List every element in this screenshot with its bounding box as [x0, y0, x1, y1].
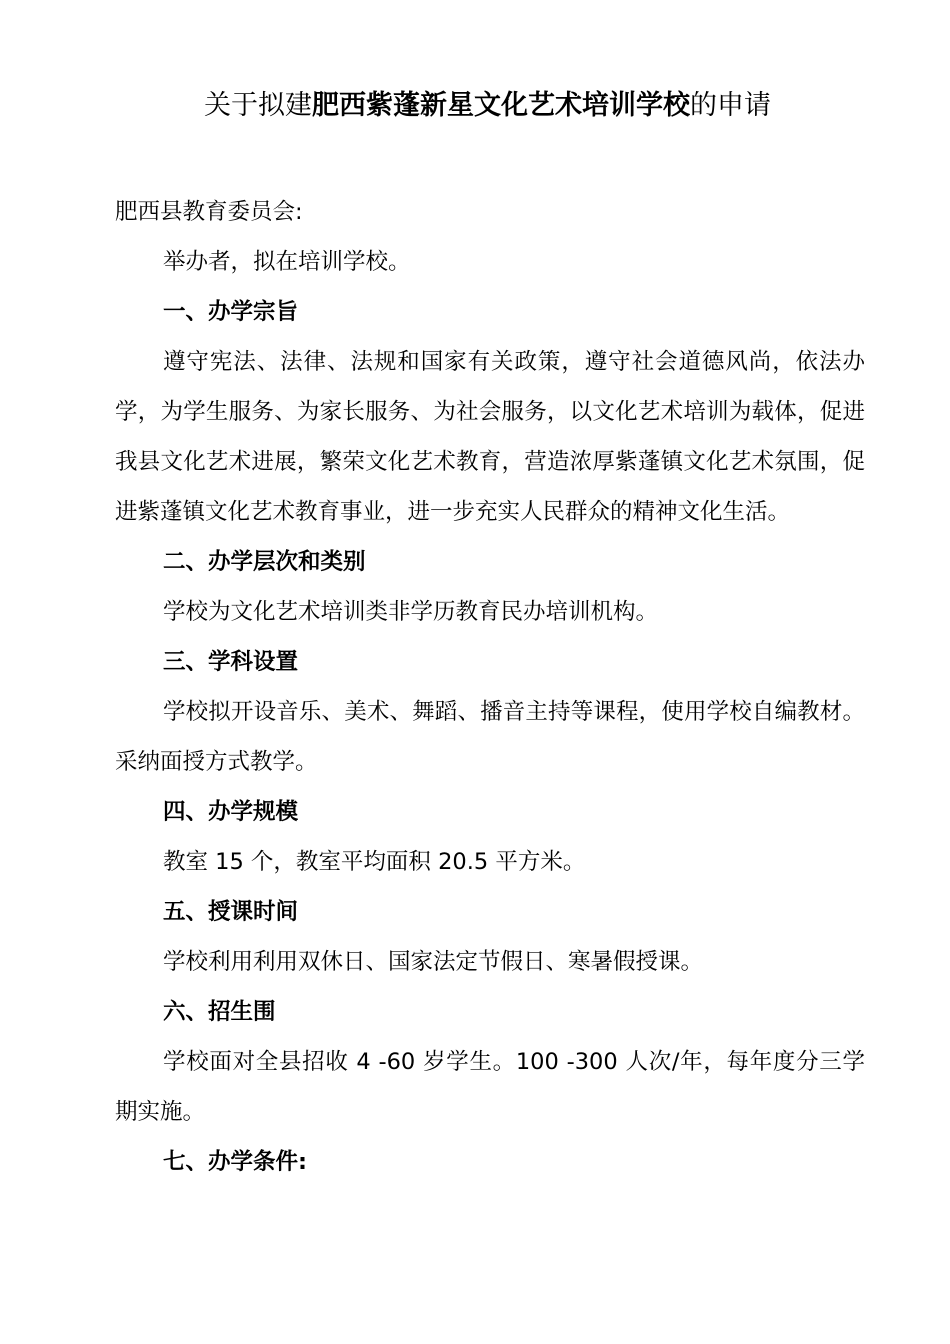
section-heading: 三、学科设置 [163, 649, 299, 675]
section-heading: 四、办学规模 [163, 799, 299, 825]
title-suffix: 的申请 [690, 90, 771, 121]
section-paragraph: 学校为文化艺术培训类非学历教育民办培训机构。 [163, 599, 659, 625]
section-paragraph: 学校拟开设音乐、美术、舞蹈、播音主持等课程，使用学校自编教材。采纳面授方式教学。 [115, 699, 865, 775]
section-heading: 七、办学条件: [163, 1149, 307, 1175]
document-title [0, 86, 950, 126]
section-paragraph: 教室 15 个，教室平均面积 20.5 平方米。 [163, 849, 586, 875]
document-body [115, 187, 865, 1187]
section-heading: 一、办学宗旨 [163, 299, 299, 325]
section-heading: 二、办学层次和类别 [163, 549, 366, 575]
section-paragraph: 学校利用利用双休日、国家法定节假日、寒暑假授课。 [163, 949, 704, 975]
section-heading: 五、授课时间 [163, 899, 299, 925]
section-paragraph: 遵守宪法、法律、法规和国家有关政策，遵守社会道德风尚，依法办学，为学生服务、为家长服务、为社会服务，以文化艺术培训为载体，促进我县文化艺术进展，繁荣文化艺术教育，营造浓厚紫蓬镇文化艺术氛围，促进紫蓬镇文化艺术教育事业，进一步充实人民群众的精神文化生活。 [115, 349, 865, 525]
section-heading: 六、招生围 [163, 999, 276, 1025]
section-paragraph: 学校面对全县招收 4 -60 岁学生。100 -300 人次/年，每年度分三学期实施。 [115, 1049, 865, 1125]
title-prefix: 关于拟建 [204, 90, 312, 121]
intro-paragraph: 举办者，拟在培训学校。 [163, 249, 411, 275]
title-school-name: 肥西紫蓬新星文化艺术培训学校 [312, 90, 690, 121]
salutation: 肥西县教育委员会: [115, 199, 303, 225]
